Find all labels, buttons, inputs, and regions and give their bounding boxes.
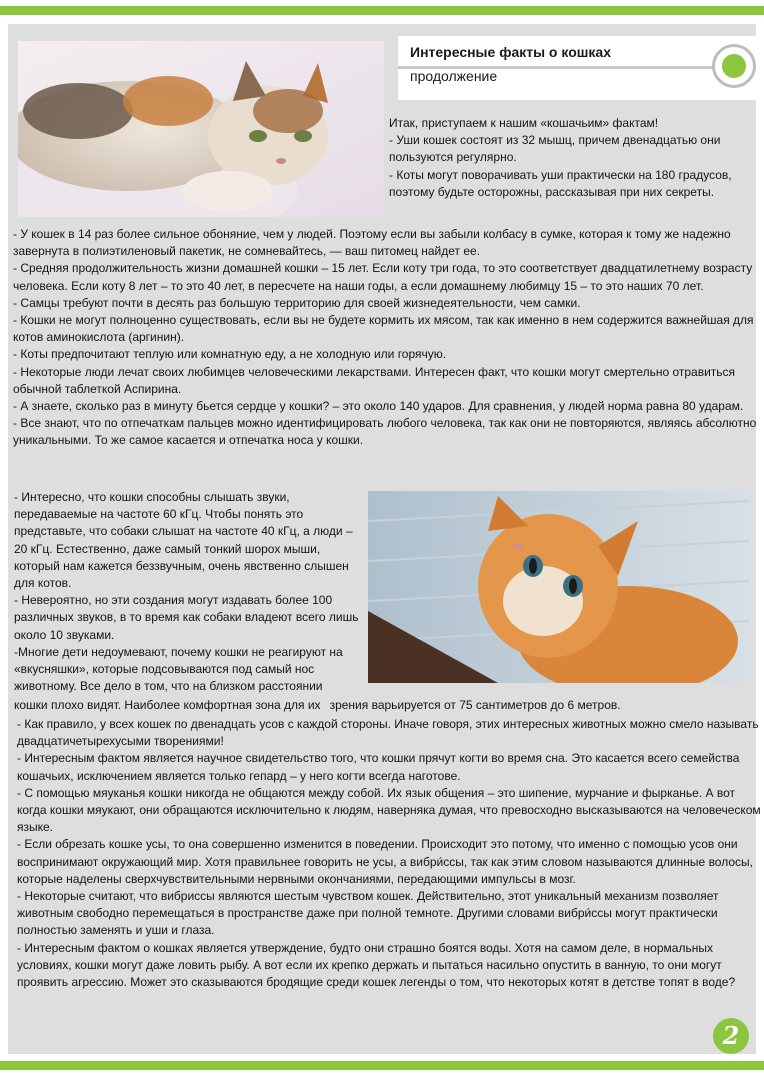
page-title: Интересные факты о кошках	[410, 44, 611, 60]
paragraph: - С помощью мяуканья кошки никогда не общаются между собой. Их язык общения – это шипение, мурчание и фырканье. А вот когда кошки мяукают, они обращаются исключительно к людям, наверняка думая, что превосходно высказываются на человеческом языке.	[17, 785, 761, 835]
facts-b-tail	[14, 697, 760, 714]
paragraph: - Как правило, у всех кошек по двенадцать усов с каждой стороны. Иначе говоря, этих интересных животных можно смело называть двадцатичетырехусыми творениями!	[17, 717, 759, 749]
ginger-kitten-photo	[368, 491, 750, 683]
header-box	[398, 36, 764, 100]
header-circle-icon	[712, 44, 756, 88]
paragraph: - Если обрезать кошке усы, то она совершенно изменится в поведении. Происходит это потому, что именно с помощью усов они воспринимают окружающий мир. Хотя правильнее говорить не усы, а вибри́ссы, так как этим словом называются длинные волосы, которые наделены сверхчувствительными нервными окончаниями, передающими импульсы в мозг.	[17, 837, 753, 886]
paragraph: - Невероятно, но эти создания могут издавать более 100 различных звуков, в то время как собаки владеют всего лишь около 10 звуками.	[14, 593, 359, 642]
paragraph: - Коты могут поворачивать уши практически на 180 градусов, поэтому будьте осторожны, рассказывая при них секреты.	[389, 167, 732, 199]
paragraph: - Некоторые люди лечат своих любимцев человеческими лекарствами. Интересен факт, что кошки могут смертельно отравиться обычной таблеткой Аспирина.	[13, 364, 736, 396]
paragraph: -Многие дети недоумевают, почему кошки не реагируют на «вкусняшки», которые подсовываются под самый нос животному. Все дело в том, что на близком расстоянии	[14, 644, 343, 694]
paragraph: - Кошки не могут полноценно существовать, если вы не будете кормить их мясом, так как именно в нем содержится важнейшая для котов аминокислота (аргинин).	[13, 313, 754, 345]
paragraph: Итак, приступаем к нашим «кошачьим» фактам!	[389, 116, 659, 130]
paragraph: - Интересно, что кошки способны слышать звуки, передаваемые на частоте 60 кГц. Чтобы понять это представьте, что собаки слышат на частоте 40 кГц, а люди – 20 кГц. Естественно, даже самый тонкий шорох мыши, который нам кажется беззвучным, очень явственно слышен для котов.	[14, 490, 353, 591]
paragraph: - У кошек в 14 раз более сильное обоняние, чем у людей. Поэтому если вы забыли колбасу в сумке, которая к тому же надежно завернута в полиэтиленовый пакетик, не сомневайтесь, — ваш питомец найдет ее.	[13, 227, 731, 259]
paragraph: - Все знают, что по отпечаткам пальцев можно идентифицировать любого человека, так как они не повторяются, являясь абсолютно уникальными. То же самое касается и отпечатка носа у кошки.	[13, 416, 757, 448]
facts-block-b	[14, 489, 366, 695]
paragraph: - А знаете, сколько раз в минуту бьется сердце у кошки? – это около 140 ударов. Для сравнения, у людей норма равна 80 ударам.	[13, 399, 744, 414]
page-subtitle: продолжение	[410, 68, 498, 84]
paragraph: - Некоторые считают, что вибриссы являются шестым чувством кошек. Действительно, этот уникальный механизм позволяет животным свободно перемещаться в пространстве даже при полной темноте. Другими словами вибри́ссы могут практически полностью заменять и уши и глаза.	[17, 889, 719, 938]
bottom-accent-bar	[0, 1061, 764, 1070]
calico-cat-photo	[18, 41, 384, 217]
green-dot-icon	[722, 54, 746, 78]
paragraph: - Интересным фактом о кошках является утверждение, будто они страшно боятся воды. Хотя на самом деле, в нормальных условиях, кошки могут даже ловить рыбу. А вот если их крепко держать и пытаться насильно опустить в ванную, то они могут проявить агрессию. Может это сказываются бродящие среди кошек легенды о том, что некоторых котят в детстве топят в воде?	[17, 940, 736, 990]
facts-block-c	[17, 716, 763, 991]
tail-part: зрения варьируется от 75 сантиметров до 6 метров.	[329, 698, 621, 712]
paragraph: - Средняя продолжительность жизни домашней кошки – 15 лет. Если коту три года, то это соответствует двадцатилетнему возрасту человека. Если коту 8 лет – то это 40 лет, в пересчете на наши годы, а если домашнему любимцу 15 – то это наших 70 лет.	[13, 261, 753, 293]
top-accent-bar	[0, 6, 764, 15]
paragraph: - Интересным фактом является научное свидетельство того, что кошки прячут когти во время сна. Это касается всего семейства кошачьих, исключением является только гепард – у него когти всегда наготове.	[17, 751, 740, 783]
paragraph: - Коты предпочитают теплую или комнатную еду, а не холодную или горячую.	[13, 347, 447, 362]
paragraph: - Уши кошек состоят из 32 мышц, причем двенадцатью они пользуются регулярно.	[389, 133, 721, 165]
facts-block-a	[13, 226, 759, 450]
page-number: 2	[713, 1018, 749, 1054]
intro-text	[389, 115, 755, 201]
tail-part: кошки плохо видят. Наиболее комфортная зона для их	[14, 698, 321, 712]
paragraph: - Самцы требуют почти в десять раз большую территорию для своей жизнедеятельности, чем самки.	[13, 295, 581, 310]
